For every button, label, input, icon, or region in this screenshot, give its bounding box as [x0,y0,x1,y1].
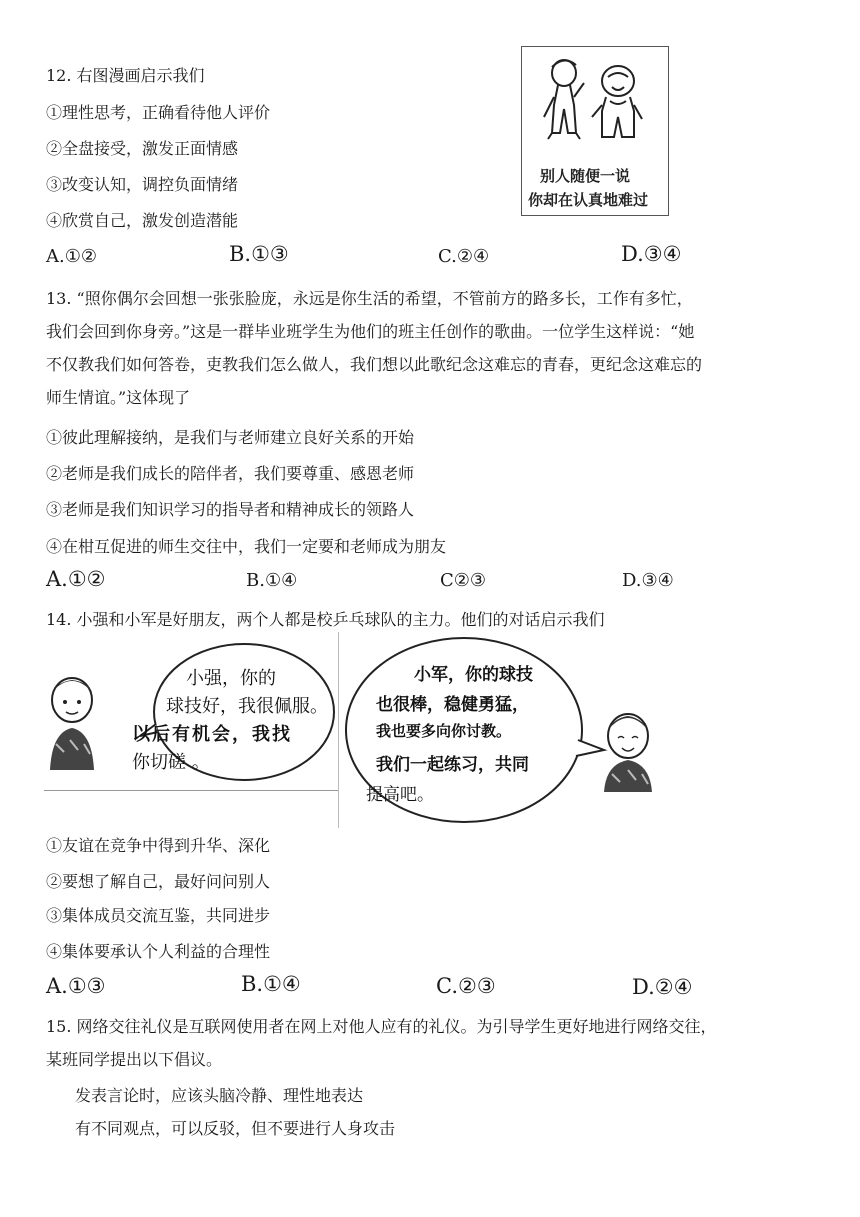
q14-option-c: C.②③ [436,974,496,998]
q13-stem-line-3: 不仅教我们如何答卷，吏教我们怎么做人，我们想以此歌纪念这难忘的青春，更纪念这难忘的 [46,355,703,374]
q15-proposal-1: 发表言论时，应该头脑冷静、理性地表达 [75,1086,364,1105]
q13-option-d: D.③④ [622,570,674,591]
q14-right-bubble-line-2: 也很棒，稳健勇猛， [376,695,529,715]
cartoon-caption-line-1: 别人随便一说 [540,167,631,185]
q15-stem-line-1: 15. 网络交往礼仪是互联网使用者在网上对他人应有的礼仪。为引导学生更好地进行网络交往， [46,1017,717,1036]
q14-left-panel [44,640,338,791]
q14-option-d: D.②④ [632,975,693,999]
q14-left-bubble-line-3: 以后有机会，我找 [132,724,292,745]
q13-option-c: C②③ [440,570,487,591]
q14-item-4: ④集体要承认个人利益的合理性 [46,942,271,961]
q14-right-bubble-line-3: 我也要多向你讨教。 [376,722,512,740]
q12-item-2: ②全盘接受，激发正面情感 [46,139,239,158]
q12-option-c: C.②④ [438,246,490,267]
q12-option-b: B.①③ [229,242,289,266]
q13-stem-line-2: 我们会回到你身旁。”这是一群毕业班学生为他们的班主任创作的歌曲。一位学生这样说：“她 [46,322,695,341]
q14-left-bubble-line-2: 球技好，我很佩服。 [166,696,328,717]
q15-stem-line-2: 某班同学提出以下倡议。 [46,1050,223,1069]
q13-item-3: ③老师是我们知识学习的指导者和精神成长的领路人 [46,500,415,519]
q14-left-bubble-line-1: 小强，你的 [186,668,276,689]
q13-item-2: ②老师是我们成长的陪伴者，我们要尊重、感恩老师 [46,464,415,483]
q13-stem [46,282,786,414]
q12-option-a: A.①② [46,246,97,267]
q14-right-bubble-line-4: 我们一起练习，共同 [376,755,529,775]
q12-item-1: ①理性思考，正确看待他人评价 [46,103,271,122]
q13-stem-line-1: 13. “照你偶尔会回想一张张脸庞，永远是你生活的希望，不管前方的路多长，工作有多忙， [46,289,693,308]
q14-right-bubble-line-1: 小军，你的球技 [414,665,533,685]
q15-proposal-2: 有不同观点，可以反驳，但不要进行人身攻击 [75,1119,396,1138]
q14-item-1: ①友谊在竞争中得到升华、深化 [46,836,271,855]
q12-item-3: ③改变认知，调控负面情绪 [46,175,239,194]
q13-option-a: A.①② [46,567,106,591]
q13-option-b: B.①④ [246,570,298,591]
cartoon-figures-illustration [522,47,668,167]
q12-item-4: ④欣赏自己，激发创造潜能 [46,211,239,230]
q14-item-3: ③集体成员交流互鉴，共同进步 [46,906,271,925]
q14-item-2: ②要想了解自己，最好问问别人 [46,872,271,891]
q12-cartoon [521,46,669,216]
q13-item-1: ①彼此理解接纳，是我们与老师建立良好关系的开始 [46,428,415,447]
q14-right-panel [342,632,676,828]
q14-right-bubble-line-5: 提高吧。 [366,785,434,805]
q14-stem: 14. 小强和小军是好朋友，两个人都是校乒乓球队的主力。他们的对话启示我们 [46,610,605,629]
cartoon-caption-line-2: 你却在认真地难过 [528,191,649,209]
q13-item-4: ④在柑互促进的师生交往中，我们一定要和老师成为朋友 [46,537,447,556]
q13-stem-line-4: 师生情谊。”这体现了 [46,388,191,407]
q15-stem [46,1010,786,1076]
q14-option-a: A.①③ [46,974,106,998]
q12-option-d: D.③④ [621,242,682,266]
q12-stem: 12. 右图漫画启示我们 [46,66,205,85]
q14-option-b: B.①④ [241,972,301,996]
q14-left-bubble-line-4: 你切磋 。 [132,752,210,773]
panel-divider [338,632,339,828]
